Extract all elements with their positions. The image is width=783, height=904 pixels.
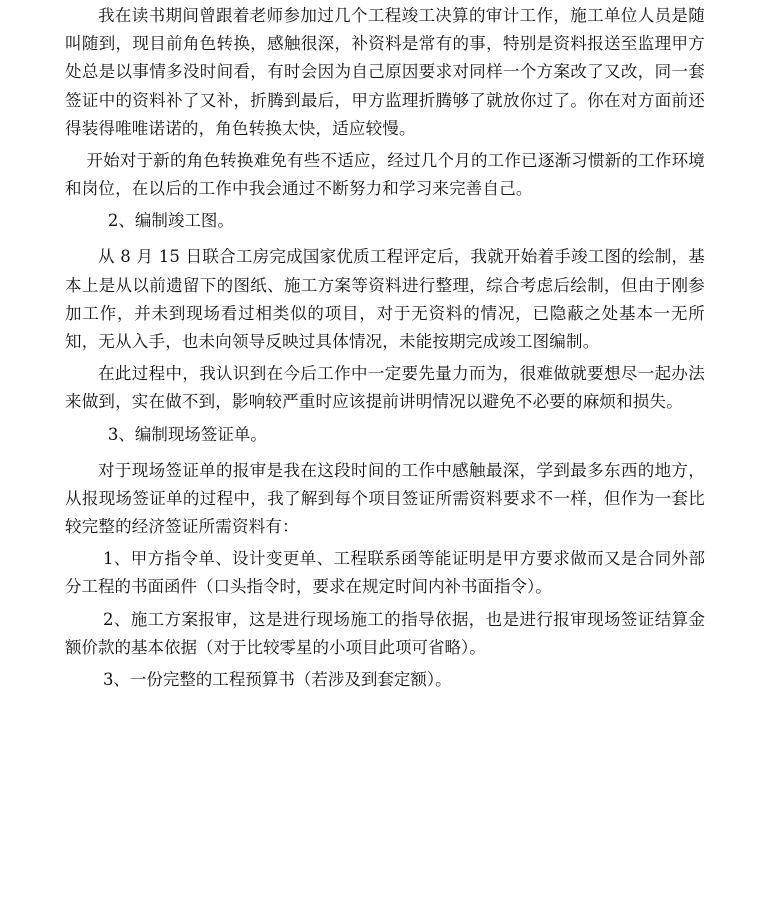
- paragraph-completion-drawings: 从 8 月 15 日联合工房完成国家优质工程评定后，我就开始着手竣工图的绘制，基本上是从以前遗留下的图纸、施工方案等资料进行整理，综合考虑后绘制，但由于刚参加工作，并未到现场看过相类似的项目，对于无资料的情况，已隐蔽之处基本一无所知，无从入手，也未向领导反映过具体情况，未能按期完成竣工图编制。: [65, 247, 705, 352]
- list-item-budget-book: 3、一份完整的工程预算书（若涉及到套定额）。: [102, 670, 452, 690]
- document-page: [65, 2, 705, 698]
- section-heading-site-visa: 3、编制现场签证单。: [107, 424, 267, 444]
- paragraph-site-visa-intro: 对于现场签证单的报审是我在这段时间的工作中感触最深，学到最多东西的地方，从报现场签证单的过程中，我了解到每个项目签证所需资料要求不一样，但作为一套比较完整的经济签证所需资料有：: [65, 460, 705, 537]
- paragraph-lessons-learned: 在此过程中，我认识到在今后工作中一定要先量力而为，很难做就要想尽一起办法来做到，实在做不到，影响较严重时应该提前讲明情况以避免不必要的麻烦和损失。: [65, 364, 705, 412]
- paragraph-role-adaptation: 开始对于新的角色转换难免有些不适应，经过几个月的工作已逐渐习惯新的工作环境和岗位，在以后的工作中我会通过不断努力和学习来完善自己。: [65, 151, 705, 199]
- section-heading-completion-drawings: 2、编制竣工图。: [107, 211, 234, 231]
- paragraph-audit-experience: 我在读书期间曾跟着老师参加过几个工程竣工决算的审计工作，施工单位人员是随叫随到，现目前角色转换，感触很深，补资料是常有的事，特别是资料报送至监理甲方处总是以事情多没时间看，有时会因为自己原因要求对同样一个方案改了又改，同一套签证中的资料补了又补，折腾到最后，甲方监理折腾够了就放你过了。你在对方面前还得装得唯唯诺诺的，角色转换太快，适应较慢。: [65, 6, 705, 138]
- list-item-instruction-documents: 1、甲方指令单、设计变更单、工程联系函等能证明是甲方要求做而又是合同外部分工程的书面函件（口头指令时，要求在规定时间内补书面指令）。: [65, 549, 705, 597]
- list-item-construction-plan: 2、施工方案报审，这是进行现场施工的指导依据，也是进行报审现场签证结算金额价款的基本依据（对于比较零星的小项目此项可省略）。: [65, 609, 705, 657]
